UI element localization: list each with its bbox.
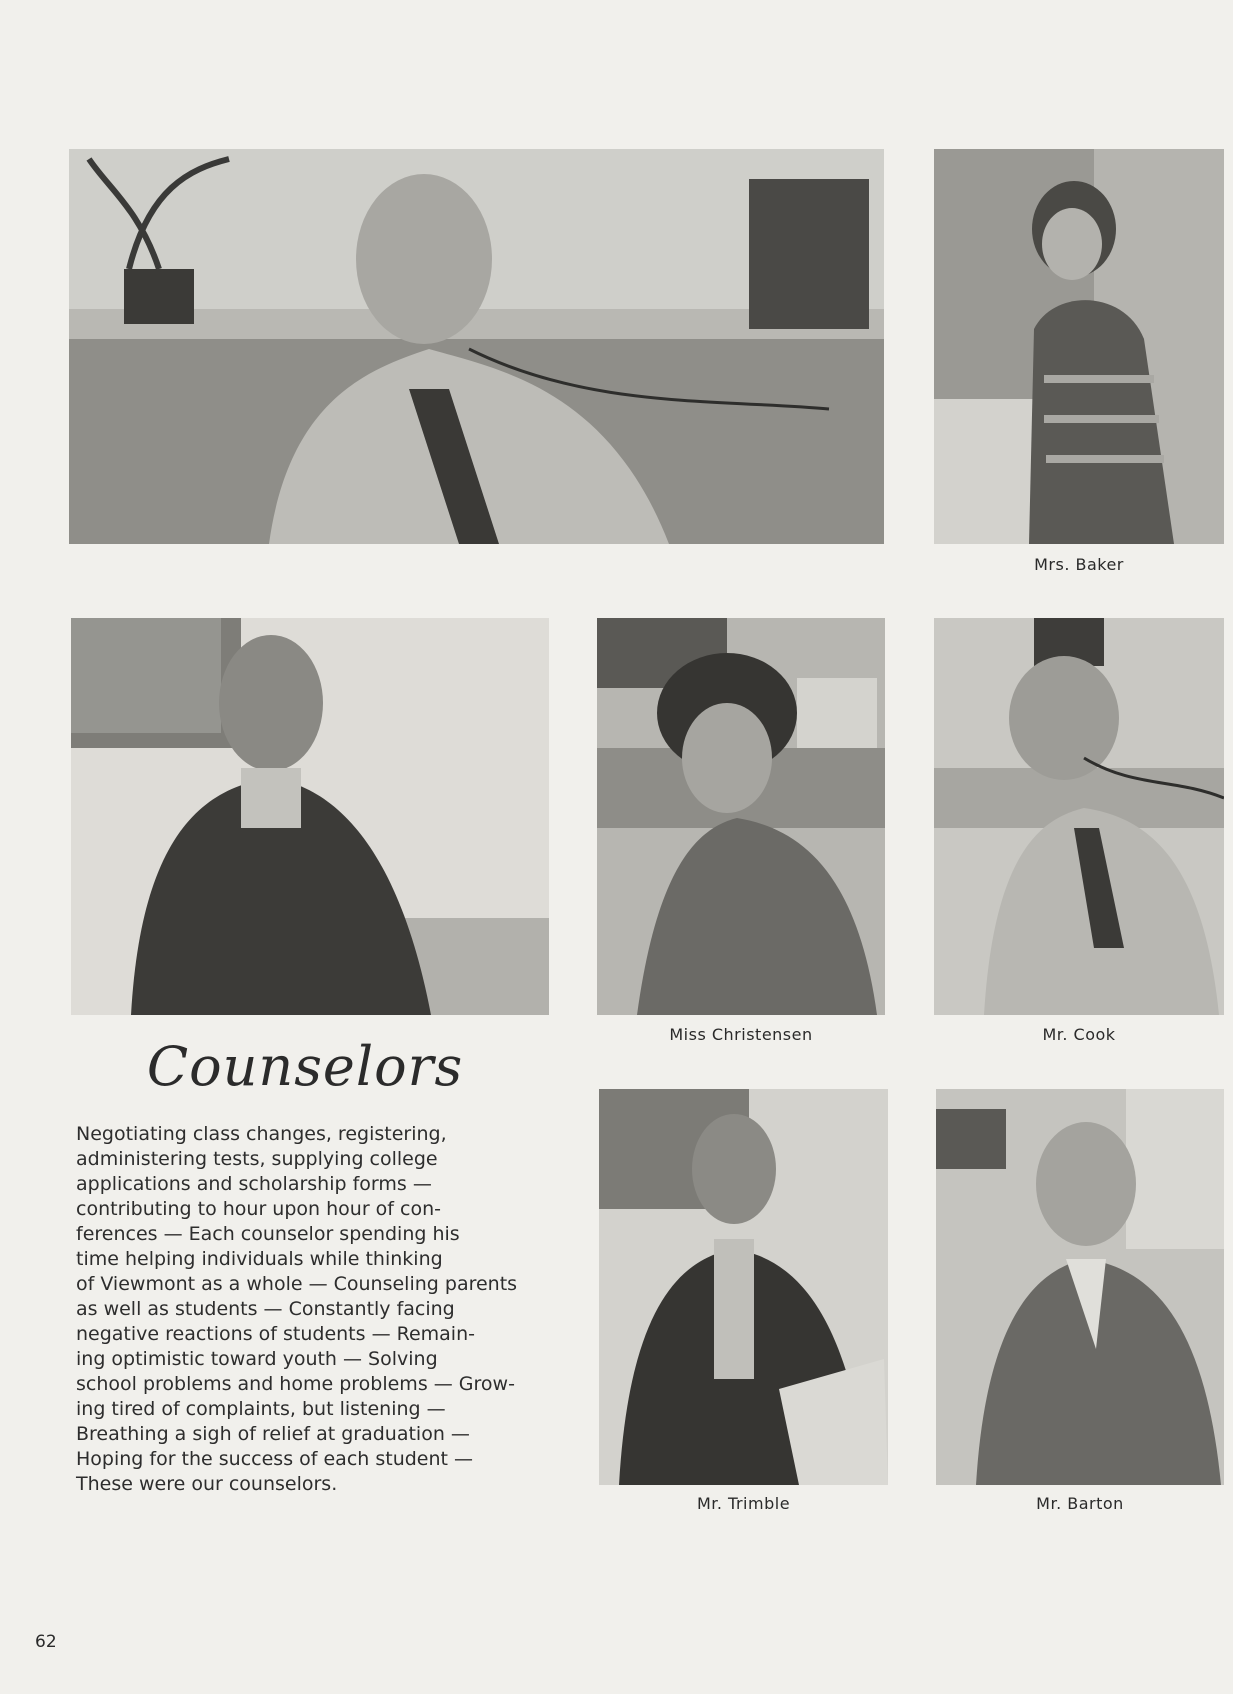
body-line: Negotiating class changes, registering, [76, 1123, 447, 1145]
body-line: These were our counselors. [76, 1473, 338, 1495]
body-line: applications and scholarship forms — [76, 1173, 432, 1195]
body-line: as well as students — Constantly facing [76, 1298, 455, 1320]
photo-mr-barton [936, 1089, 1224, 1485]
body-line: Breathing a sigh of relief at graduation — [76, 1423, 470, 1445]
body-line: school problems and home problems — Grow- [76, 1373, 515, 1395]
body-line: contributing to hour upon hour of con- [76, 1198, 441, 1220]
caption-mr-cook: Mr. Cook [1042, 1025, 1116, 1044]
page-number: 62 [35, 1632, 57, 1652]
body-line: time helping individuals while thinking [76, 1248, 443, 1270]
section-body [76, 1122, 556, 1497]
body-line: ferences — Each counselor spending his [76, 1223, 460, 1245]
caption-miss-christensen: Miss Christensen [669, 1025, 813, 1044]
section-title: Counselors [146, 1035, 464, 1098]
body-line: of Viewmont as a whole — Counseling parents [76, 1273, 518, 1295]
caption-mr-barton: Mr. Barton [1036, 1494, 1124, 1513]
body-line: negative reactions of students — Remain- [76, 1323, 475, 1345]
body-line: ing tired of complaints, but listening — [76, 1398, 446, 1420]
caption-mrs-baker: Mrs. Baker [1034, 555, 1124, 574]
body-line: Hoping for the success of each student — [76, 1448, 474, 1470]
photo-mr-cook [934, 618, 1224, 1015]
body-line: administering tests, supplying college [76, 1148, 438, 1170]
photo-mr-trimble [599, 1089, 888, 1485]
photo-miss-christensen [597, 618, 885, 1015]
body-line: ing optimistic toward youth — Solving [76, 1348, 438, 1370]
photo-counselor-seated [71, 618, 549, 1015]
photo-counselor-on-phone [69, 149, 884, 544]
caption-mr-trimble: Mr. Trimble [696, 1494, 791, 1513]
photo-mrs-baker [934, 149, 1224, 544]
